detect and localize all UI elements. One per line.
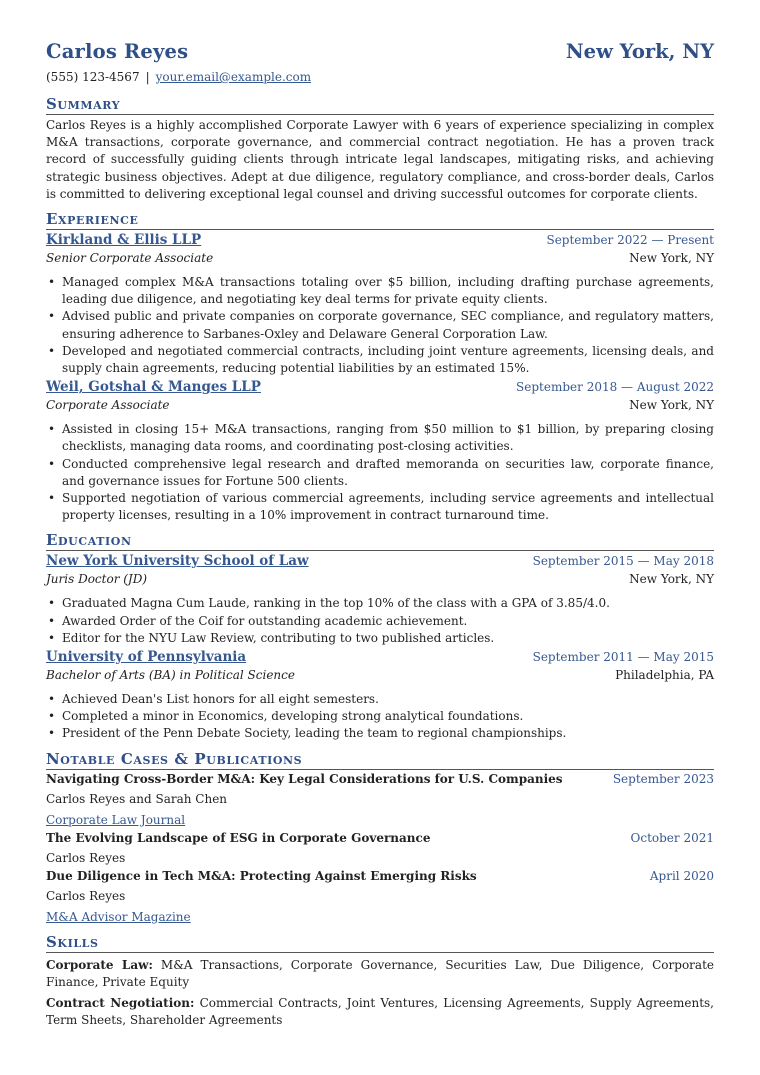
entry-header — [46, 232, 714, 248]
bullet-list — [46, 595, 714, 647]
experience-entry — [46, 379, 714, 524]
experience-heading: Experience — [46, 209, 714, 230]
entry-role: Juris Doctor (JD) — [46, 572, 148, 587]
entry-location: New York, NY — [629, 572, 714, 587]
bullet-item: • Editor for the NYU Law Review, contributing to two published articles. — [46, 630, 714, 647]
resume-header — [46, 40, 714, 66]
bullet-item: • President of the Penn Debate Society, leading the team to regional championships. — [46, 725, 714, 742]
bullet-item: • Awarded Order of the Coif for outstanding academic achievement. — [46, 613, 714, 630]
resume-page — [46, 40, 714, 1029]
entry-role: Bachelor of Arts (BA) in Political Science — [46, 668, 295, 683]
skill-text: M&A Transactions, Corporate Governance, Securities Law, Due Diligence, Corporate Finance, Private Equity — [46, 957, 714, 989]
entry-subheader — [46, 668, 714, 682]
entry-location: Philadelphia, PA — [615, 668, 714, 683]
skill-label: Corporate Law: — [46, 957, 153, 972]
entry-dates: September 2022 — Present — [546, 233, 714, 248]
phone-number: (555) 123-4567 — [46, 70, 140, 84]
experience-entry — [46, 232, 714, 377]
publication-venue-link[interactable]: Corporate Law Journal — [46, 812, 186, 827]
publication-date: October 2021 — [630, 830, 714, 845]
entry-subheader — [46, 572, 714, 586]
bullet-item: • Advised public and private companies on corporate governance, SEC compliance, and regulatory matters, ensuring adherence to Sarbanes-Oxley and Delaware General Corporation Law. — [46, 308, 714, 342]
bullet-item: • Managed complex M&A transactions totaling over $5 billion, including drafting purchase agreements, leading due diligence, and negotiating key deal terms for private equity clients. — [46, 274, 714, 308]
organization-link[interactable]: New York University School of Law — [46, 553, 309, 570]
entry-header — [46, 553, 714, 569]
entry-location: New York, NY — [629, 251, 714, 266]
publication-date: September 2023 — [612, 771, 714, 786]
organization-link[interactable]: Kirkland & Ellis LLP — [46, 232, 202, 249]
entry-subheader — [46, 251, 714, 265]
experience-list — [46, 232, 714, 524]
education-heading: Education — [46, 530, 714, 551]
entry-header — [46, 649, 714, 665]
cases-heading: Notable Cases & Publications — [46, 749, 714, 770]
summary-text: Carlos Reyes is a highly accomplished Corporate Lawyer with 6 years of experience specializing in complex M&A transactions, corporate governance, and commercial contract negotiation. He has a proven track record of successfully guiding clients through intricate legal landscapes, mitigating risks, and achieving strategic business objectives. Adept at due diligence, regulatory compliance, and cross-border deals, Carlos is committed to delivering exceptional legal counsel and driving successful outcomes for corporate clients. — [46, 118, 714, 201]
entry-location: New York, NY — [629, 398, 714, 413]
education-list — [46, 553, 714, 742]
skill-row — [46, 957, 714, 991]
skill-label: Contract Negotiation: — [46, 996, 195, 1011]
contact-line — [46, 70, 714, 88]
bullet-item: • Achieved Dean's List honors for all eight semesters. — [46, 691, 714, 708]
email-link[interactable]: your.email@example.com — [155, 70, 312, 84]
entry-dates: September 2015 — May 2018 — [532, 554, 714, 569]
bullet-item: • Assisted in closing 15+ M&A transactions, ranging from $50 million to $1 billion, by preparing closing checklists, managing data rooms, and coordinating post-closing activities. — [46, 421, 714, 455]
bullet-item: • Completed a minor in Economics, developing strong analytical foundations. — [46, 708, 714, 725]
bullet-list — [46, 274, 714, 377]
publication-authors: Carlos Reyes — [46, 850, 126, 865]
publication-entry — [46, 831, 714, 867]
skill-list — [46, 957, 714, 1030]
publication-authors: Carlos Reyes — [46, 888, 126, 903]
publication-header — [46, 869, 714, 883]
summary-heading: Summary — [46, 94, 714, 115]
bullet-list — [46, 691, 714, 743]
skill-text: Commercial Contracts, Joint Ventures, Licensing Agreements, Supply Agreements, Term Sheets, Shareholder Agreements — [46, 996, 714, 1028]
entry-role: Corporate Associate — [46, 398, 170, 413]
bullet-item: • Supported negotiation of various commercial agreements, including service agreements and intellectual property licenses, resulting in a 10% improvement in contract turnaround time. — [46, 490, 714, 524]
organization-link[interactable]: University of Pennsylvania — [46, 649, 247, 666]
bullet-item: • Conducted comprehensive legal research and drafted memoranda on securities law, corporate finance, and governance issues for Fortune 500 clients. — [46, 456, 714, 490]
entry-header — [46, 379, 714, 395]
contact-separator: | — [145, 70, 150, 84]
skills-heading: Skills — [46, 932, 714, 953]
candidate-name: Carlos Reyes — [46, 40, 189, 63]
skill-row — [46, 995, 714, 1029]
bullet-item: • Graduated Magna Cum Laude, ranking in the top 10% of the class with a GPA of 3.85/4.0. — [46, 595, 714, 612]
publication-entry — [46, 869, 714, 926]
entry-dates: September 2011 — May 2015 — [532, 650, 714, 665]
publication-authors: Carlos Reyes and Sarah Chen — [46, 791, 228, 806]
publication-header — [46, 772, 714, 786]
entry-dates: September 2018 — August 2022 — [516, 380, 714, 395]
entry-subheader — [46, 398, 714, 412]
candidate-location: New York, NY — [565, 40, 714, 63]
bullet-list — [46, 421, 714, 524]
publication-title: Navigating Cross-Border M&A: Key Legal Considerations for U.S. Companies — [46, 771, 563, 786]
bullet-item: • Developed and negotiated commercial contracts, including joint venture agreements, licensing deals, and supply chain agreements, reducing potential liabilities by an estimated 15%. — [46, 343, 714, 377]
publication-list — [46, 772, 714, 926]
publication-entry — [46, 772, 714, 829]
publication-header — [46, 831, 714, 845]
entry-role: Senior Corporate Associate — [46, 251, 214, 266]
publication-venue-link[interactable]: M&A Advisor Magazine — [46, 909, 191, 924]
education-entry — [46, 649, 714, 743]
publication-title: Due Diligence in Tech M&A: Protecting Against Emerging Risks — [46, 868, 477, 883]
publication-date: April 2020 — [649, 868, 714, 883]
education-entry — [46, 553, 714, 647]
publication-title: The Evolving Landscape of ESG in Corporate Governance — [46, 830, 431, 845]
organization-link[interactable]: Weil, Gotshal & Manges LLP — [46, 379, 261, 396]
